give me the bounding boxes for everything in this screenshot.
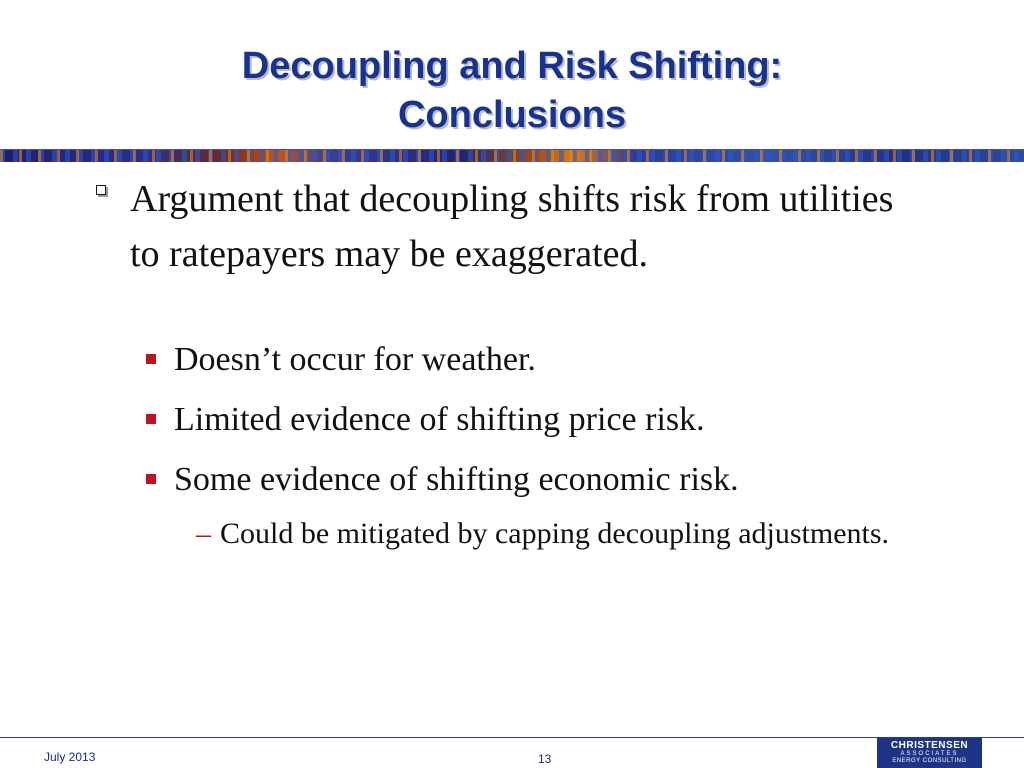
- main-bullet-text: Argument that decoupling shifts risk from utilities to ratepayers may be exaggerated.: [130, 178, 894, 275]
- sub-bullet-text: Some evidence of shifting economic risk.: [174, 461, 739, 498]
- footer-divider: [0, 737, 1024, 738]
- logo-line2: ASSOCIATES: [900, 751, 959, 757]
- red-square-bullet-icon: [146, 354, 156, 364]
- footer-date: July 2013: [44, 750, 96, 764]
- dash-bullet-icon: –: [196, 517, 211, 550]
- hollow-square-bullet-icon: [96, 185, 106, 195]
- slide-title-line1: Decoupling and Risk Shifting:: [241, 45, 783, 87]
- company-logo: [877, 738, 982, 768]
- decorative-banner: [0, 149, 1024, 162]
- sub-bullet-text: Doesn’t occur for weather.: [174, 341, 536, 378]
- logo-line1: CHRISTENSEN: [890, 740, 969, 751]
- sub-bullet-text: Limited evidence of shifting price risk.: [174, 401, 705, 438]
- red-square-bullet-icon: [146, 414, 156, 424]
- slide-title-line2: Conclusions: [397, 94, 627, 136]
- page-number: 13: [538, 752, 552, 766]
- slide-title: [0, 42, 1024, 140]
- red-square-bullet-icon: [146, 474, 156, 484]
- logo-line3: ENERGY CONSULTING: [892, 758, 967, 764]
- sub-sub-bullet-text: Could be mitigated by capping decoupling adjustments.: [220, 517, 890, 550]
